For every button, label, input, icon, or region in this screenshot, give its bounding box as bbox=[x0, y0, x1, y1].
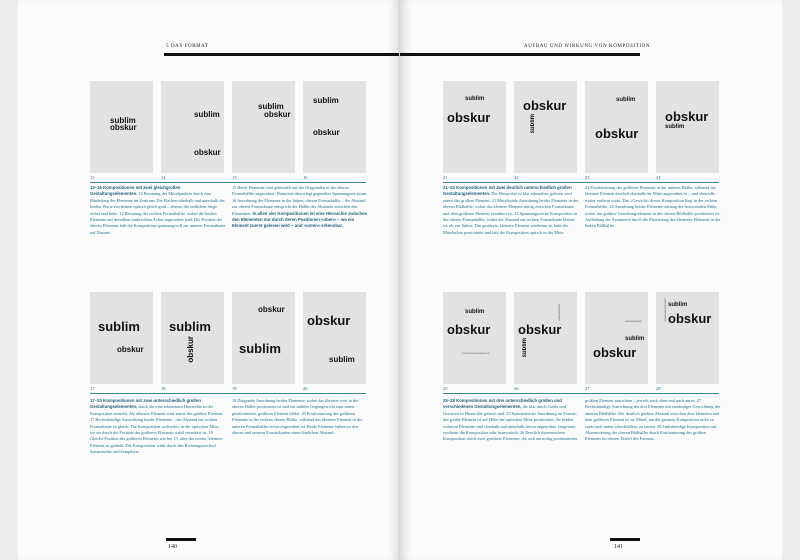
figure-number: 22 bbox=[514, 175, 519, 180]
word-obskur: obskur bbox=[110, 123, 137, 132]
figure-number: 21 bbox=[443, 175, 448, 180]
tile-13 bbox=[90, 81, 153, 173]
header-rule bbox=[164, 53, 400, 56]
word-sublim: sublim bbox=[465, 309, 485, 315]
word-sublim: sublim bbox=[625, 336, 645, 342]
book-spread bbox=[18, 0, 782, 560]
figure-number: 14 bbox=[161, 175, 166, 180]
caption-emphasis: In allen vier Kompositionen ist eine Hierarchie zwischen den Elementen nur durch deren Positionen »oben« – wo ein Element zuerst gelesen wird – und »unten« erkennbar. bbox=[232, 210, 368, 229]
word-obskur-rotated: obskur bbox=[186, 336, 195, 363]
caption-19-20 bbox=[232, 398, 368, 436]
caption-heading: 13–16 Kompositionen mit zwei gleichgroßen Gestaltungselementen. bbox=[90, 185, 181, 197]
figure-number: 27 bbox=[585, 386, 590, 391]
caption-heading: 21–24 Kompositionen mit zwei deutlich unterschiedlich großen Gestaltungselementen. bbox=[443, 185, 572, 197]
page-number: 140 bbox=[168, 544, 177, 550]
word-obskur: obskur bbox=[523, 98, 567, 113]
caption-body: 13 Betonung des Mittelpunktes durch eine Bündelung der Elemente im Zentrum; Die Flächen oberhalb und unterhalb der beiden Worte erscheinen optisch gleich groß – ebenso die seitlichen Stege rechts und links. 14 Betonung der rechten Formathälfte, wobei die beiden Elemente auf derselben senkrechten Achse angeordnet sind. Die Position des oberen Elements hält die Komposition spannungsvoll zur unteren Formatkante auf Distanz. bbox=[90, 191, 226, 235]
folio-rule bbox=[610, 538, 640, 541]
caption-rule bbox=[443, 182, 719, 183]
caption-17-18 bbox=[90, 398, 226, 456]
word-obskur: obskur bbox=[668, 311, 712, 326]
word-sublim: sublim bbox=[668, 302, 688, 308]
tile-26 bbox=[514, 292, 577, 384]
word-small-rotated: oooooooooooooo bbox=[663, 298, 667, 322]
word-sublim: sublim bbox=[329, 355, 355, 364]
word-sublim: sublim bbox=[465, 96, 485, 102]
figure-number: 28 bbox=[656, 386, 661, 391]
word-small-dots: oooooooooooooo bbox=[462, 351, 490, 355]
word-obskur: obskur bbox=[313, 128, 340, 137]
caption-body: die klar durch Größe und Grauwert in Hierarchie gesetzt sind. 25 Symmetrische Anordnung im Format: das größte Element ist auf Höhe der optischen Mitte positioniert, die beiden weiteren Elemente sind oberhalb und unterhalb davon angeordnet. Insgesamt erscheint die Komposition sehr harmonisch. 26 Deutlich dynamischere Komposition durch zwei gestürzte Elemente, die sich am mittig positionierten bbox=[443, 404, 578, 442]
word-obskur: obskur bbox=[307, 313, 351, 328]
caption-21-22 bbox=[443, 185, 579, 236]
word-obskur: obskur bbox=[593, 345, 637, 360]
word-obskur: obskur bbox=[258, 305, 285, 314]
word-obskur: obskur bbox=[117, 345, 144, 354]
figure-number: 25 bbox=[443, 386, 448, 391]
figure-number: 15 bbox=[232, 175, 237, 180]
caption-heading: 17–20 Kompositionen mit zwei unterschiedlich großen Gestaltungselementen, bbox=[90, 398, 202, 410]
caption-body: Die Hierarchie ist klar erkennbar; gelesen wird zuerst das größere Element. 21 Mittelaxiale Anordnung beider Elemente in der oberen Bildhälfte, wobei das kleinere Element mittig zwischen Formatkante und dem größeren Element verankert ist. 22 Spannungsreiche Komposition in der oberen Formathälfte, wobei der Abstand zur rechten Formatkante kleiner ist, als zur linken. Das gestürzte, kleinere Element wiederum ist links der Mittelachse positioniert und hält die Komposition optisch in der Mitte. bbox=[443, 191, 579, 235]
figure-number: 18 bbox=[161, 386, 166, 391]
caption-13-14 bbox=[90, 185, 226, 236]
word-sublim: sublim bbox=[665, 124, 685, 130]
figure-number: 23 bbox=[585, 175, 590, 180]
tile-14 bbox=[161, 81, 224, 173]
tile-17 bbox=[90, 292, 153, 384]
running-head: AUFBAU UND WIRKUNG VON KOMPOSITION bbox=[524, 44, 651, 49]
word-obskur: obskur bbox=[665, 109, 709, 124]
tile-16 bbox=[303, 81, 366, 173]
figure-number: 13 bbox=[90, 175, 95, 180]
left-page bbox=[18, 0, 400, 560]
word-sublim: sublim bbox=[98, 319, 140, 334]
running-head: 5 DAS FORMAT bbox=[166, 44, 209, 49]
caption-heading: 25–28 Kompositionen mit drei unterschiedlich großen und verschiedenen Gestaltungselementen, bbox=[443, 398, 562, 410]
word-sublim: sublim bbox=[194, 110, 220, 119]
tile-21 bbox=[443, 81, 506, 173]
word-sublim: sublim bbox=[239, 341, 281, 356]
word-obskur: obskur bbox=[518, 322, 562, 337]
word-small-dots: oooooooooo bbox=[625, 319, 642, 323]
right-page bbox=[400, 0, 782, 560]
tile-24 bbox=[656, 81, 719, 173]
caption-25-26 bbox=[443, 398, 579, 443]
tile-18 bbox=[161, 292, 224, 384]
word-sublim: sublim bbox=[616, 97, 636, 103]
word-obskur: obskur bbox=[595, 126, 639, 141]
word-obskur: obskur bbox=[447, 322, 491, 337]
word-sublim: sublim bbox=[313, 96, 339, 105]
figure-number: 26 bbox=[514, 386, 519, 391]
tile-20 bbox=[303, 292, 366, 384]
caption-body: 19 Diagonale Anordnung beider Elemente, wobei das kleinere weit in der oberen Hälfte positioniert ist und ein stabiles Gegengewicht zum unten positionierten, größeren Element bildet. 20 Positionierung des größeren Elements in der rechten oberen Hälfte, während das kleinere Element in der unteren Formathälfte rechts angeordnet ist. Beide Elemente haben zu den oberen und unteren Formatkanten einen ähnlichen Abstand. bbox=[232, 398, 363, 436]
word-obskur: obskur bbox=[194, 148, 221, 157]
caption-15-16 bbox=[232, 185, 368, 230]
caption-rule bbox=[443, 393, 719, 394]
tile-25 bbox=[443, 292, 506, 384]
caption-27-28 bbox=[585, 398, 721, 443]
folio-rule bbox=[166, 538, 196, 541]
word-sublim: sublim bbox=[110, 116, 136, 125]
word-obskur: obskur bbox=[447, 110, 491, 125]
word-sublim: sublim bbox=[258, 102, 284, 111]
caption-23-24 bbox=[585, 185, 721, 230]
figure-number: 19 bbox=[232, 386, 237, 391]
page-number: 141 bbox=[614, 544, 623, 550]
header-rule bbox=[400, 53, 640, 56]
tile-22 bbox=[514, 81, 577, 173]
tile-23 bbox=[585, 81, 648, 173]
tile-15 bbox=[232, 81, 295, 173]
tile-28 bbox=[656, 292, 719, 384]
tile-19 bbox=[232, 292, 295, 384]
word-sublim-rotated: sublim bbox=[522, 338, 528, 358]
caption-body: durch die eine erkennbare Hierarchie in der Komposition entsteht; Als oberstes Element wird zuerst das größere Element. 17 Rechtsbündige Ausrichtung beider Elemente – der Abstand zur rechten Formatkante ist gleich. Die Komposition »schwebt« in der optischen Mitte, wo sie durch die Position des größeren Elements stabil verankert ist. 18 Gleiche Position des größeren Elements wie bei 15, aber das zweite, kleinere Element ist gedreht. Die Komposition wirkt durch den Richtungswechsel dynamischer und komplexer. bbox=[90, 404, 224, 455]
figure-number: 24 bbox=[656, 175, 661, 180]
caption-rule bbox=[90, 182, 366, 183]
figure-number: 16 bbox=[303, 175, 308, 180]
word-sublim: sublim bbox=[169, 319, 211, 334]
caption-body: 15 Beide Elemente sind gebündelt auf der Diagonalen in der oberen Formathälfte angeordnet: Harmonie überwiegt gegenüber Spannungsreichtum. 16 Anordnung der Elemente in der linken, oberen Formathälfte – der Abstand zur oberen Formatkante entspricht der Hälfte des Abstands zwischen den Elementen. bbox=[232, 185, 368, 216]
figure-number: 17 bbox=[90, 386, 95, 391]
caption-body: 23 Positionierung des größeren Elements in der unteren Hälfte, während das kleinere Element deutlich oberhalb der Mitte angeordnet ist – und ebenfalls weiter entfernt wirkt. Das »Gewicht« dieser Komposition liegt in der rechten Formathälfte. 24 Anordnung beider Elemente entlang der horizontalen Mitte, wobei das größere Gestaltungselement in der oberen Bildhälfte positioniert ist. Aufhebung der Symmetrie durch die Platzierung des kleineren Elements in der linken Bildhälfte. bbox=[585, 185, 721, 229]
word-sublim-rotated: sublim bbox=[530, 114, 536, 134]
word-obskur: obskur bbox=[264, 110, 291, 119]
word-small-rotated: oooooooooo bbox=[557, 304, 561, 321]
caption-rule bbox=[90, 393, 366, 394]
figure-number: 20 bbox=[303, 386, 308, 391]
tile-27 bbox=[585, 292, 648, 384]
caption-body: größten Element ausrichten – jeweils nach oben und nach unten. 27 Rechtsbündige Ausrichtung der drei Elemente mit eindeutiger Gewichtung der unteren Bildhälfte. Der deutlich größere Abstand zwischen dem kleineren und dem größeren Element ist im Mittel, um die gesamte Komposition nicht zu stark nach unten »durchfallen« zu lassen. 28 Linksbündige Komposition mit Akzentuierung der oberen Bildhälfte durch Positionierung des größten Elements im oberen Drittel des Formats. bbox=[585, 398, 721, 442]
